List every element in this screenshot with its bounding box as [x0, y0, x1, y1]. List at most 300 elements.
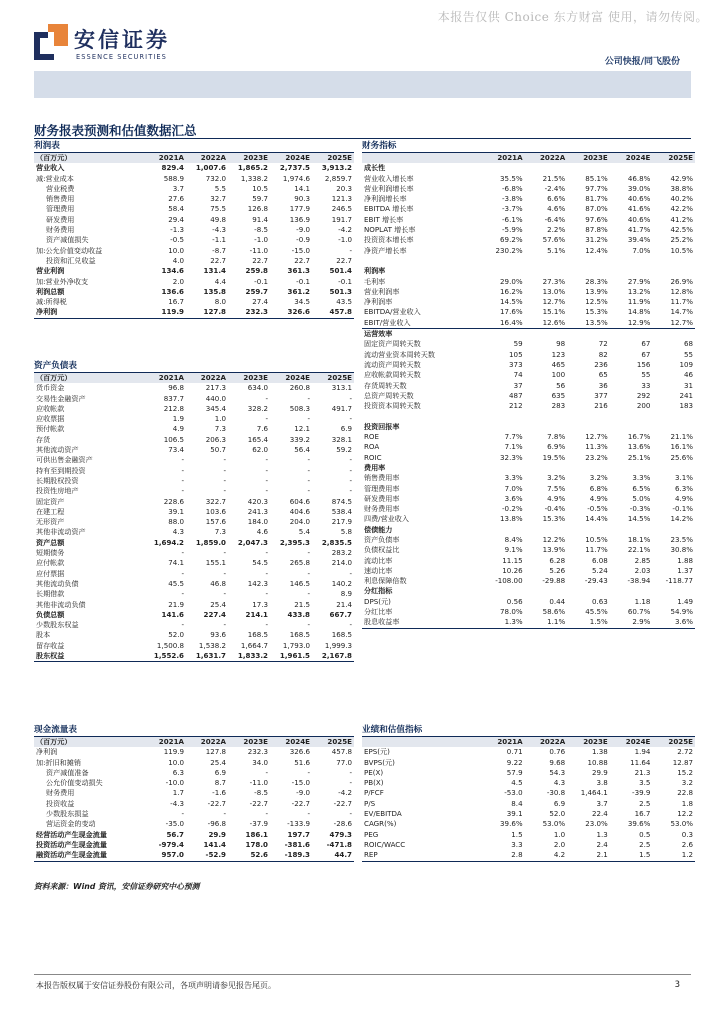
row-value: 491.7 — [331, 403, 352, 413]
row-value: 7.8% — [547, 432, 566, 442]
row-value: -28.6 — [333, 819, 352, 829]
row-label: EBIT/营业收入 — [362, 318, 482, 329]
row-value: 156 — [636, 359, 651, 369]
table-row — [34, 610, 354, 620]
row-value: 538.4 — [331, 506, 352, 516]
row-value: 14.2% — [670, 514, 693, 524]
row-value: -9.0 — [296, 788, 310, 798]
row-value: 121.3 — [331, 194, 352, 204]
balance-sheet-panel — [34, 361, 354, 662]
row-value: 22.8 — [677, 788, 693, 798]
row-value: 45.5 — [168, 578, 184, 588]
table-row — [362, 442, 695, 452]
row-value: -4.3 — [212, 225, 226, 235]
row-value: - — [307, 548, 310, 558]
row-label: 资产总额 — [36, 537, 65, 547]
row-label: 净资产增长率 — [364, 245, 407, 255]
row-value: - — [223, 486, 226, 496]
row-value: 4.6% — [547, 204, 566, 214]
row-value: 457.8 — [331, 747, 352, 757]
row-label: 股东权益 — [34, 651, 144, 662]
row-value — [525, 256, 568, 266]
row-value: 339.2 — [289, 434, 310, 444]
row-value: 8.4 — [511, 798, 523, 808]
row-value: 72 — [598, 339, 608, 349]
row-value: 0.3 — [681, 829, 693, 839]
row-value: 50.7 — [210, 445, 226, 455]
table-header-row — [362, 737, 695, 747]
row-value: 12.1 — [294, 424, 310, 434]
row-value: 7.7% — [504, 432, 523, 442]
table-row — [362, 194, 695, 204]
row-value: 29.9 — [208, 829, 226, 839]
row-value: 39.4% — [627, 235, 651, 245]
row-value: 26.9% — [670, 276, 693, 286]
source-note: 资料来源：Wind 资讯，安信证券研究中心预测 — [34, 882, 200, 891]
table-row — [34, 850, 354, 861]
row-label: 净利润 — [36, 747, 58, 757]
row-value: 141.4 — [203, 839, 226, 849]
row-value: 3.2% — [589, 473, 608, 483]
table-row — [34, 246, 354, 256]
row-value: 21.5 — [294, 599, 310, 609]
row-value: 16.2% — [500, 286, 523, 296]
row-value: 14.1 — [294, 183, 310, 193]
row-value: 1,552.6 — [144, 651, 186, 662]
row-label: 公允价值变动损失 — [46, 778, 103, 788]
row-value — [567, 411, 610, 421]
row-value: 265.8 — [289, 558, 310, 568]
table-row — [362, 545, 695, 555]
row-value: - — [349, 465, 352, 475]
row-value: - — [181, 809, 184, 819]
row-value: 8.4% — [504, 534, 523, 544]
row-value: 12.9% — [610, 318, 653, 329]
table-header-row — [34, 153, 354, 163]
row-value: 135.8 — [203, 286, 226, 296]
table-row — [34, 630, 354, 640]
row-value: 4.0 — [172, 255, 184, 265]
row-value: 13.6% — [627, 442, 651, 452]
year-header: 2022A — [200, 737, 226, 746]
row-value: 13.2% — [627, 286, 651, 296]
row-value: 12.7% — [542, 297, 566, 307]
row-value: 12.7% — [585, 432, 608, 442]
year-header: 2025E — [668, 737, 693, 746]
row-value: - — [265, 393, 268, 403]
row-value: 54.5 — [252, 558, 268, 568]
financial-indicators-panel — [362, 141, 695, 629]
financial-indicators-title: 财务指标 — [362, 141, 695, 153]
row-value: 501.4 — [329, 266, 352, 276]
row-value — [482, 463, 525, 473]
row-label: 毛利率 — [364, 276, 386, 286]
row-value: 16.4% — [482, 318, 525, 329]
row-value — [567, 463, 610, 473]
row-value: 21.9 — [168, 599, 184, 609]
year-header: 2024E — [625, 153, 651, 162]
row-value — [482, 163, 525, 173]
row-value: 2.4 — [596, 839, 608, 849]
row-value: 12.4% — [585, 245, 608, 255]
balance-header — [34, 373, 354, 383]
row-value: 123 — [551, 349, 566, 359]
row-value: 46 — [683, 370, 693, 380]
row-value: 2,167.8 — [312, 651, 354, 662]
row-value: 17.3 — [252, 599, 268, 609]
row-value: 68 — [683, 339, 693, 349]
row-value: 39.1 — [168, 506, 184, 516]
row-value: 588.9 — [163, 173, 184, 183]
row-value: -52.9 — [186, 850, 228, 861]
table-row — [362, 566, 695, 576]
row-value: 10.26 — [502, 565, 523, 575]
row-value: 56.4 — [294, 445, 310, 455]
row-value: 42.2% — [670, 204, 693, 214]
row-value: - — [349, 778, 352, 788]
row-value: 27.3% — [542, 276, 566, 286]
row-value: 1,464.1 — [580, 788, 608, 798]
row-value: -1.6 — [212, 788, 226, 798]
row-value: 13.9% — [542, 545, 566, 555]
row-value: 11.15 — [502, 555, 523, 565]
row-value: 433.8 — [287, 609, 310, 619]
row-value: 30.8% — [670, 545, 693, 555]
row-value: 361.3 — [287, 266, 310, 276]
row-value — [567, 266, 610, 276]
row-value: 27.4 — [252, 297, 268, 307]
row-value: 1,961.5 — [270, 651, 312, 662]
table-row — [34, 235, 354, 245]
row-value: 146.5 — [289, 578, 310, 588]
row-value: 1.3 — [596, 829, 608, 839]
row-value: 100 — [551, 370, 566, 380]
row-value: 39.1 — [506, 809, 523, 819]
row-value: 14.4% — [585, 514, 608, 524]
row-value — [610, 411, 653, 421]
row-label: 预付帐款 — [36, 424, 65, 434]
row-value: 635 — [551, 390, 566, 400]
row-value: 7.3 — [214, 527, 226, 537]
row-label: BVPS(元) — [364, 757, 395, 767]
unit-label — [362, 153, 482, 163]
row-value: 22.7 — [336, 255, 352, 265]
row-value: 3.6% — [504, 493, 523, 503]
row-value: - — [349, 620, 352, 630]
row-value: 98 — [556, 339, 566, 349]
table-row — [34, 466, 354, 476]
row-label: 利润率 — [364, 266, 386, 276]
row-label: 在建工程 — [36, 506, 65, 516]
table-row — [362, 235, 695, 245]
row-value: 141.6 — [161, 609, 184, 619]
row-value: 29.0% — [500, 276, 523, 286]
row-value: 4.6 — [256, 527, 268, 537]
table-row — [362, 576, 695, 586]
row-value: 73.4 — [168, 445, 184, 455]
row-value: 109 — [679, 359, 693, 369]
row-value: 65 — [598, 370, 608, 380]
row-value: 21.4 — [336, 599, 352, 609]
table-row — [362, 266, 695, 276]
row-value: - — [307, 393, 310, 403]
row-value: 217.9 — [331, 517, 352, 527]
row-label: 交易性金融资产 — [36, 393, 86, 403]
row-value: -9.0 — [296, 225, 310, 235]
valuation-panel — [362, 725, 695, 862]
row-value: - — [181, 465, 184, 475]
row-value: 5.24 — [591, 565, 608, 575]
year-header: 2024E — [285, 373, 310, 382]
row-value: 3.3% — [632, 473, 651, 483]
row-label — [362, 256, 482, 266]
row-label: P/S — [364, 798, 376, 808]
income-statement-panel — [34, 141, 354, 319]
row-label: 无形资产 — [36, 517, 65, 527]
row-value: -6.1% — [502, 214, 523, 224]
table-row — [362, 339, 695, 349]
year-header: 2021A — [158, 153, 184, 162]
row-value: 2,835.5 — [321, 537, 352, 547]
row-label: 负债总额 — [36, 609, 65, 619]
row-value: - — [181, 548, 184, 558]
table-row — [34, 538, 354, 548]
row-value: 51.6 — [294, 757, 310, 767]
row-value: -8.5 — [254, 225, 268, 235]
row-value — [482, 256, 525, 266]
income-body — [34, 163, 354, 318]
row-value: 227.4 — [203, 609, 226, 619]
row-value — [610, 163, 653, 173]
row-value: 2.85 — [634, 555, 651, 565]
row-label: 流动比率 — [364, 555, 393, 565]
row-value: -381.6 — [284, 839, 310, 849]
balance-sheet-title: 资产负债表 — [34, 361, 354, 373]
row-value: 16.1% — [670, 442, 693, 452]
table-row — [362, 830, 695, 840]
row-label: NOPLAT 增长率 — [364, 225, 416, 235]
table-row — [362, 525, 695, 535]
row-value: 241.3 — [247, 506, 268, 516]
row-value: 3.7 — [172, 183, 184, 193]
row-value: 3.2 — [681, 778, 693, 788]
row-value: -2.4% — [544, 183, 566, 193]
row-label: 营业税费 — [46, 183, 75, 193]
row-label: 流动资产周转天数 — [364, 359, 421, 369]
row-value: 55 — [641, 370, 651, 380]
row-value: -15.0 — [291, 245, 310, 255]
row-value: 1,793.0 — [282, 640, 310, 650]
row-value: - — [265, 568, 268, 578]
row-label: 可供出售金融资产 — [36, 455, 93, 465]
row-label: 研发费用率 — [364, 493, 400, 503]
table-row — [362, 463, 695, 473]
row-value: 2,859.7 — [324, 173, 352, 183]
row-value: 58.4 — [168, 204, 184, 214]
row-value: 81.7% — [585, 194, 608, 204]
row-value — [652, 525, 695, 535]
table-row — [34, 435, 354, 445]
row-value: 12.87 — [672, 757, 693, 767]
row-value: - — [349, 455, 352, 465]
row-value: 259.8 — [245, 266, 268, 276]
row-value: -0.2% — [502, 504, 523, 514]
row-value: 11.7% — [670, 297, 693, 307]
row-value: 11.3% — [585, 442, 608, 452]
row-value: - — [349, 393, 352, 403]
table-row — [34, 184, 354, 194]
row-value: 214.1 — [245, 609, 268, 619]
row-label: 长期股权投资 — [36, 475, 79, 485]
table-row — [34, 225, 354, 235]
row-value — [610, 586, 653, 596]
row-label: 销售费用 — [46, 194, 75, 204]
table-row — [362, 411, 695, 421]
row-value: 13.0% — [542, 286, 566, 296]
row-label: 销售费用率 — [364, 473, 400, 483]
row-value: 10.88 — [587, 757, 608, 767]
table-row — [362, 494, 695, 504]
row-value: 2.8 — [482, 850, 525, 861]
row-value: -471.8 — [326, 839, 352, 849]
row-value: - — [265, 548, 268, 558]
row-value: - — [265, 589, 268, 599]
unit-label — [362, 737, 482, 747]
row-value: 177.9 — [289, 204, 310, 214]
table-row — [362, 840, 695, 850]
row-value — [567, 329, 610, 339]
table-row — [362, 287, 695, 297]
row-value: 1.7 — [172, 788, 184, 798]
year-header: 2021A — [497, 737, 523, 746]
row-value: 1,664.7 — [240, 640, 268, 650]
table-row — [362, 163, 695, 173]
row-value: 34.5 — [294, 297, 310, 307]
row-value: - — [307, 809, 310, 819]
row-value: 326.6 — [289, 747, 310, 757]
row-label: 成长性 — [364, 163, 386, 173]
row-value: 6.6% — [547, 194, 566, 204]
row-value: 212.8 — [163, 403, 184, 413]
row-value: 440.0 — [205, 393, 226, 403]
row-value: - — [265, 809, 268, 819]
row-value: 16.7% — [627, 432, 651, 442]
row-value: 10.5 — [252, 183, 268, 193]
row-value — [652, 256, 695, 266]
row-value: 40.6% — [627, 194, 651, 204]
row-value: 23.5% — [670, 534, 693, 544]
row-value: 23.2% — [585, 452, 608, 462]
table-row — [362, 453, 695, 463]
row-value: 1.5% — [567, 617, 610, 628]
row-value: -5.9% — [502, 225, 523, 235]
row-value: 7.0% — [632, 245, 651, 255]
row-value: -0.9 — [296, 235, 310, 245]
row-value: 3.2% — [547, 473, 566, 483]
row-label: 少数股东损益 — [46, 809, 89, 819]
row-value: - — [181, 475, 184, 485]
row-value: 90.3 — [294, 194, 310, 204]
year-header: 2023E — [583, 153, 608, 162]
table-row — [362, 747, 695, 757]
row-value: 59 — [513, 339, 523, 349]
row-value: 39.6% — [627, 819, 651, 829]
row-label: EBIT 增长率 — [364, 214, 404, 224]
row-label: DPS(元) — [364, 596, 391, 606]
row-value: 32.7 — [210, 194, 226, 204]
row-value: 15.3% — [542, 514, 566, 524]
row-value: - — [265, 620, 268, 630]
row-value — [567, 422, 610, 432]
row-label: 营业收入 — [36, 163, 65, 173]
row-value: 20.3 — [336, 183, 352, 193]
row-value: 1,999.3 — [324, 640, 352, 650]
row-value: 3.1% — [674, 473, 693, 483]
row-value: 39.0% — [627, 183, 651, 193]
table-row — [34, 589, 354, 599]
row-value: 246.5 — [331, 204, 352, 214]
row-value: 3.7 — [596, 798, 608, 808]
table-row — [362, 370, 695, 380]
row-value: -133.9 — [287, 819, 310, 829]
row-value: 829.4 — [161, 163, 184, 173]
row-value: 21.1% — [670, 432, 693, 442]
year-header: 2021A — [158, 373, 184, 382]
row-label: 投资和汇兑收益 — [46, 255, 96, 265]
table-row — [34, 414, 354, 424]
row-value: 13.9% — [585, 286, 608, 296]
operating-body — [362, 329, 695, 628]
row-value: - — [265, 455, 268, 465]
table-row — [34, 527, 354, 537]
row-value: 29.9 — [591, 767, 608, 777]
row-value: 37 — [513, 380, 523, 390]
row-value: 69.2% — [500, 235, 523, 245]
row-value: 184.0 — [247, 517, 268, 527]
row-value: 12.2% — [542, 534, 566, 544]
row-value: 1,538.2 — [198, 640, 226, 650]
row-label: 利润总额 — [36, 286, 65, 296]
row-value — [610, 266, 653, 276]
row-value: -189.3 — [270, 850, 312, 861]
row-label: 流动营业资本周转天数 — [364, 349, 435, 359]
row-value: 283 — [551, 401, 566, 411]
row-label: 总资产周转天数 — [364, 390, 414, 400]
row-value: - — [265, 767, 268, 777]
income-statement-table — [34, 153, 354, 319]
row-value: 97.6% — [585, 214, 608, 224]
row-value: 62.0 — [252, 445, 268, 455]
table-row — [34, 651, 354, 662]
row-value: 4.4 — [214, 276, 226, 286]
row-value: 0.63 — [591, 596, 608, 606]
row-value: 957.0 — [144, 850, 186, 861]
row-label: 利息保障倍数 — [364, 576, 407, 586]
row-value: 44.7 — [312, 850, 354, 861]
row-value: 1.37 — [677, 565, 693, 575]
row-value: -22.7 — [249, 798, 268, 808]
row-label: 投资收益 — [46, 798, 75, 808]
row-value: -0.5% — [587, 504, 608, 514]
row-value: -6.8% — [502, 183, 523, 193]
row-value: 7.1% — [504, 442, 523, 452]
row-value: 183 — [679, 401, 693, 411]
row-value: - — [265, 465, 268, 475]
row-value: 8.7 — [214, 778, 226, 788]
row-value: 0.71 — [506, 747, 523, 757]
row-value: 1,694.2 — [153, 537, 184, 547]
row-value: -0.4% — [544, 504, 566, 514]
